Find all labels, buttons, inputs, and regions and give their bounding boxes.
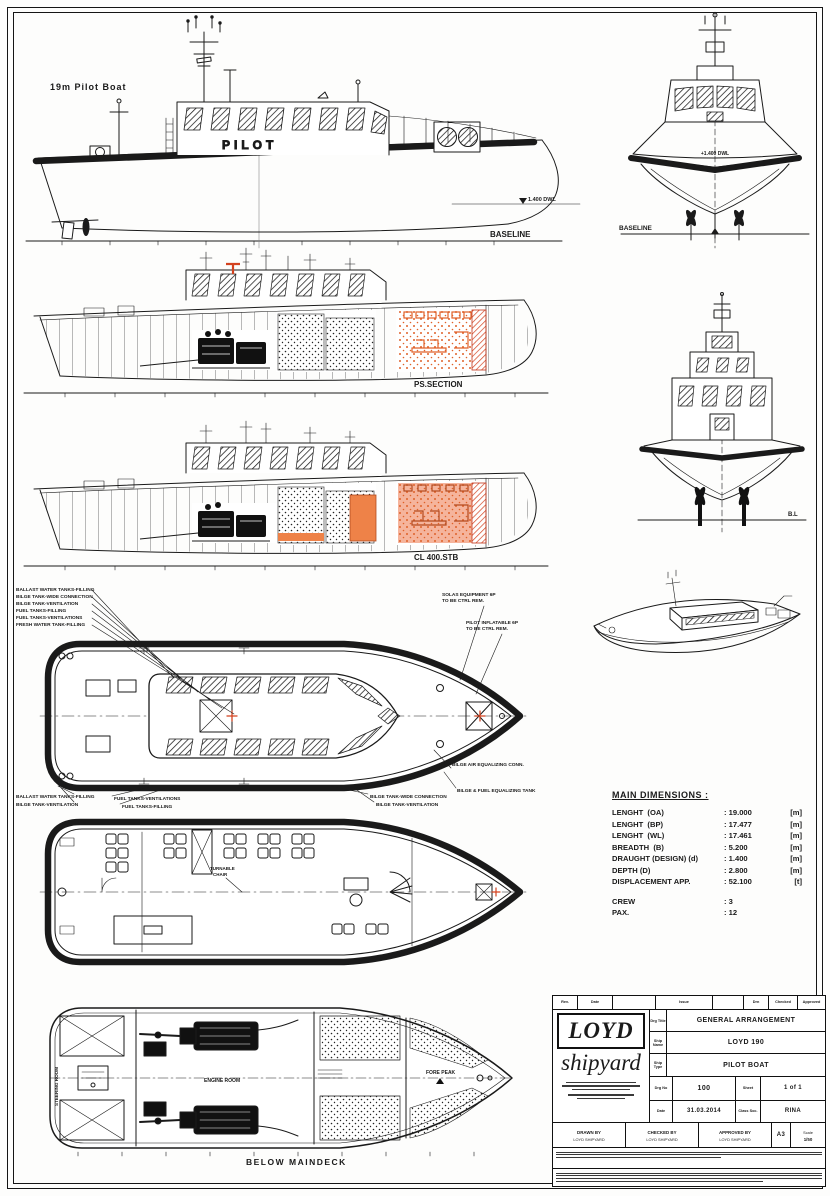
- dim-label: LENGHT (WL): [612, 831, 665, 840]
- profile-dwl-label: 1.400 DWL: [528, 197, 556, 203]
- drawn-by-label: DRAWN BY: [577, 1130, 601, 1135]
- fine-print-line: [556, 1157, 721, 1158]
- pax-value: : 12: [724, 908, 738, 917]
- bow-dwl-label: +1.400 DWL: [700, 151, 730, 157]
- dimension-row: [612, 853, 814, 865]
- dim-unit: [m]: [790, 831, 802, 840]
- fine-print-block-2: [553, 1169, 825, 1185]
- dimension-row: [612, 807, 814, 819]
- crew-label: CREW: [612, 896, 636, 906]
- main-dimensions-panel: [612, 790, 814, 919]
- dim-value: : 5.200: [724, 842, 748, 852]
- callout: BILGE AIR EQUALIZING CONN.: [452, 763, 524, 768]
- scale-cell: [791, 1123, 825, 1147]
- drg-title-value: GENERAL ARRANGEMENT: [696, 1017, 796, 1025]
- dimension-row: [612, 865, 814, 877]
- drawn-by-company: LOYD SHIPYARD: [573, 1137, 605, 1142]
- below-maindeck-caption: BELOW MAINDECK: [246, 1157, 347, 1167]
- dim-label: LENGHT (BP): [612, 819, 664, 829]
- dimension-row: [612, 876, 814, 888]
- fine-print-block-1: [553, 1148, 825, 1169]
- dimension-row: [612, 830, 814, 842]
- main-dimensions-title: MAIN DIMENSIONS :: [612, 790, 709, 800]
- approved-by-company: LOYD SHIPYARD: [719, 1137, 751, 1142]
- header-drn: Drn: [744, 996, 769, 1009]
- header-date: Date: [578, 996, 613, 1009]
- drg-no-row: [650, 1077, 825, 1101]
- callout: FRESH WATER TANK-FILLING: [16, 623, 86, 628]
- bow-structure: [621, 12, 809, 248]
- cl-cabin: [186, 421, 386, 473]
- dim-value: : 17.477: [724, 819, 752, 829]
- fine-print-line: [556, 1178, 822, 1179]
- class-label: Class Soc.: [736, 1101, 761, 1122]
- ship-type-label: Ship Type: [650, 1054, 667, 1075]
- checked-by-company: LOYD SHIPYARD: [646, 1137, 678, 1142]
- ship-name-value: LOYD 190: [727, 1039, 765, 1047]
- below-maindeck-plan: [18, 984, 548, 1168]
- header-blank-2: [713, 996, 744, 1009]
- stern-structure: [638, 293, 806, 533]
- dim-unit: [m]: [790, 808, 802, 817]
- ship-name-label: Ship Name: [650, 1032, 667, 1053]
- drg-title-label: Drg Title: [650, 1010, 667, 1031]
- sheet-value: 1 of 1: [783, 1085, 803, 1092]
- callout: BILGE TANK-WIDE CONNECTION: [370, 795, 447, 800]
- signature-row: [553, 1123, 825, 1148]
- callout: PILOT INFLATABLE 6P: [466, 621, 519, 626]
- crew-row: [612, 896, 814, 908]
- dim-unit: [t]: [794, 877, 802, 886]
- dim-label: LENGHT (OA): [612, 808, 664, 817]
- cl-section-label: CL 400.STB: [414, 553, 459, 562]
- callout: FUEL TANKS-FILLING: [16, 609, 67, 614]
- dim-value: : 17.461: [724, 831, 752, 840]
- drg-no-value: 100: [673, 1077, 736, 1100]
- shipyard-address-lines: [553, 1077, 649, 1104]
- ps-section-view: [20, 254, 570, 406]
- dim-label: BREADTH (B): [612, 842, 664, 852]
- sheet-label: Sheet: [736, 1077, 761, 1100]
- callout: BILGE TANK-WIDE CONNECTION: [16, 595, 93, 600]
- dimension-row: [612, 842, 814, 854]
- dim-value: : 1.400: [724, 854, 748, 863]
- dim-value: : 52.100: [724, 877, 752, 886]
- header-approved: Approved: [802, 1000, 821, 1005]
- pax-label: PAX.: [612, 908, 630, 917]
- fine-print-line: [556, 1152, 822, 1153]
- stern-view: [632, 288, 812, 538]
- boat-type-note: 19m Pilot Boat: [50, 82, 127, 92]
- turnable-chair-label-2: CHAIR: [213, 872, 228, 877]
- dim-label: DEPTH (D): [612, 865, 651, 875]
- steering-room-label: STEERING ROOM: [54, 1066, 59, 1106]
- callout: FUEL TANKS-VENTILATIONS: [16, 616, 83, 621]
- profile-baseline-label: BASELINE: [490, 230, 531, 239]
- ship-name-row: [650, 1032, 825, 1054]
- callout: TO BE CTRL REM.: [442, 599, 484, 604]
- title-block-header-row: [553, 996, 825, 1010]
- logo-column: [553, 1010, 650, 1122]
- address-line: [562, 1085, 640, 1086]
- ps-section-label: PS.SECTION: [414, 380, 463, 389]
- lowerdeck-plan: [14, 808, 559, 983]
- fine-print-line: [556, 1173, 822, 1174]
- header-rev: Rev.: [553, 996, 578, 1009]
- approved-by-cell: [699, 1123, 772, 1147]
- checked-by-label: CHECKED BY: [647, 1130, 677, 1135]
- engine-room-label: ENGINE ROOM: [204, 1078, 241, 1084]
- header-issue: Issue: [656, 996, 713, 1009]
- profile-view: [22, 8, 582, 258]
- fine-print-line: [556, 1181, 763, 1182]
- callout: BALLAST WATER TANKS-FILLING: [16, 795, 95, 800]
- title-block-main: [553, 1010, 825, 1123]
- address-line: [572, 1089, 630, 1090]
- bow-baseline-label: BASELINE: [619, 225, 652, 232]
- callout: BALLAST WATER TANKS-FILLING: [16, 588, 95, 593]
- paper-size-cell: A3: [772, 1123, 791, 1147]
- address-line: [566, 1082, 636, 1083]
- title-fields-column: [650, 1010, 825, 1122]
- callout: BILGE TANK-VENTILATION: [16, 803, 79, 808]
- date-value: 31.03.2014: [673, 1101, 736, 1122]
- perspective-view: [578, 548, 818, 668]
- callout: BILGE TANK-VENTILATION: [376, 803, 439, 808]
- callout: FUEL TANKS-FILLING: [122, 805, 173, 810]
- checked-by-cell: [626, 1123, 699, 1147]
- lowerdeck-hull: [40, 822, 526, 962]
- drg-title-row: [650, 1010, 825, 1032]
- address-line: [568, 1094, 634, 1095]
- fore-peak-label: FORE PEAK: [426, 1070, 456, 1076]
- hull-name-text: PILOT: [222, 138, 278, 152]
- dim-label: DISPLACEMENT APP.: [612, 877, 691, 886]
- shipyard-logo: shipyard: [561, 1050, 641, 1075]
- maindeck-cabin: [149, 674, 400, 758]
- callout: BILGE TANK-VENTILATION: [16, 602, 79, 607]
- ship-type-value: PILOT BOAT: [723, 1061, 769, 1069]
- address-line: [577, 1098, 625, 1099]
- cl-section-view: [20, 427, 570, 579]
- callout: FUEL TANKS-VENTILATIONS: [114, 797, 181, 802]
- dim-value: : 19.000: [724, 808, 752, 817]
- dim-unit: [m]: [790, 854, 802, 863]
- stern-bl-label: B.L: [788, 512, 798, 518]
- dimension-row: [612, 819, 814, 831]
- profile-superstructure: [177, 16, 536, 155]
- approved-by-label: APPROVED BY: [719, 1130, 751, 1135]
- perspective-boat: [594, 570, 800, 653]
- bow-view: [615, 4, 815, 254]
- dim-label: DRAUGHT (DESIGN) (d): [612, 854, 699, 863]
- crew-value: : 3: [724, 896, 733, 906]
- loyd-logo: LOYD: [557, 1013, 645, 1049]
- header-checked: Checked: [769, 996, 798, 1009]
- callout: TO BE CTRL REM.: [466, 627, 508, 632]
- dim-unit: [m]: [790, 819, 802, 829]
- date-class-row: [650, 1101, 825, 1122]
- scale-label: Scale: [803, 1130, 813, 1135]
- dim-unit: [m]: [790, 865, 802, 875]
- ship-type-row: [650, 1054, 825, 1076]
- callout: SOLAS EQUIPMENT 6P: [442, 593, 496, 598]
- title-block: [552, 995, 826, 1187]
- dim-value: : 2.800: [724, 865, 748, 875]
- pax-row: [612, 907, 814, 919]
- turnable-chair-label-1: TURNABLE: [210, 866, 235, 871]
- class-value: RINA: [784, 1108, 802, 1115]
- scale-value: 1/50: [803, 1137, 813, 1142]
- fine-print-line: [556, 1154, 822, 1155]
- drawn-by-cell: [553, 1123, 626, 1147]
- header-blank-1: [613, 996, 656, 1009]
- date-label: Date: [650, 1101, 673, 1122]
- callout: BILGE & FUEL EQUALIZING TANK: [457, 789, 536, 794]
- ps-cabin: [186, 248, 386, 300]
- dim-unit: [m]: [790, 842, 802, 852]
- maindeck-plan: [14, 582, 559, 812]
- fine-print-line: [556, 1175, 822, 1176]
- drg-no-label: Drg No: [650, 1077, 673, 1100]
